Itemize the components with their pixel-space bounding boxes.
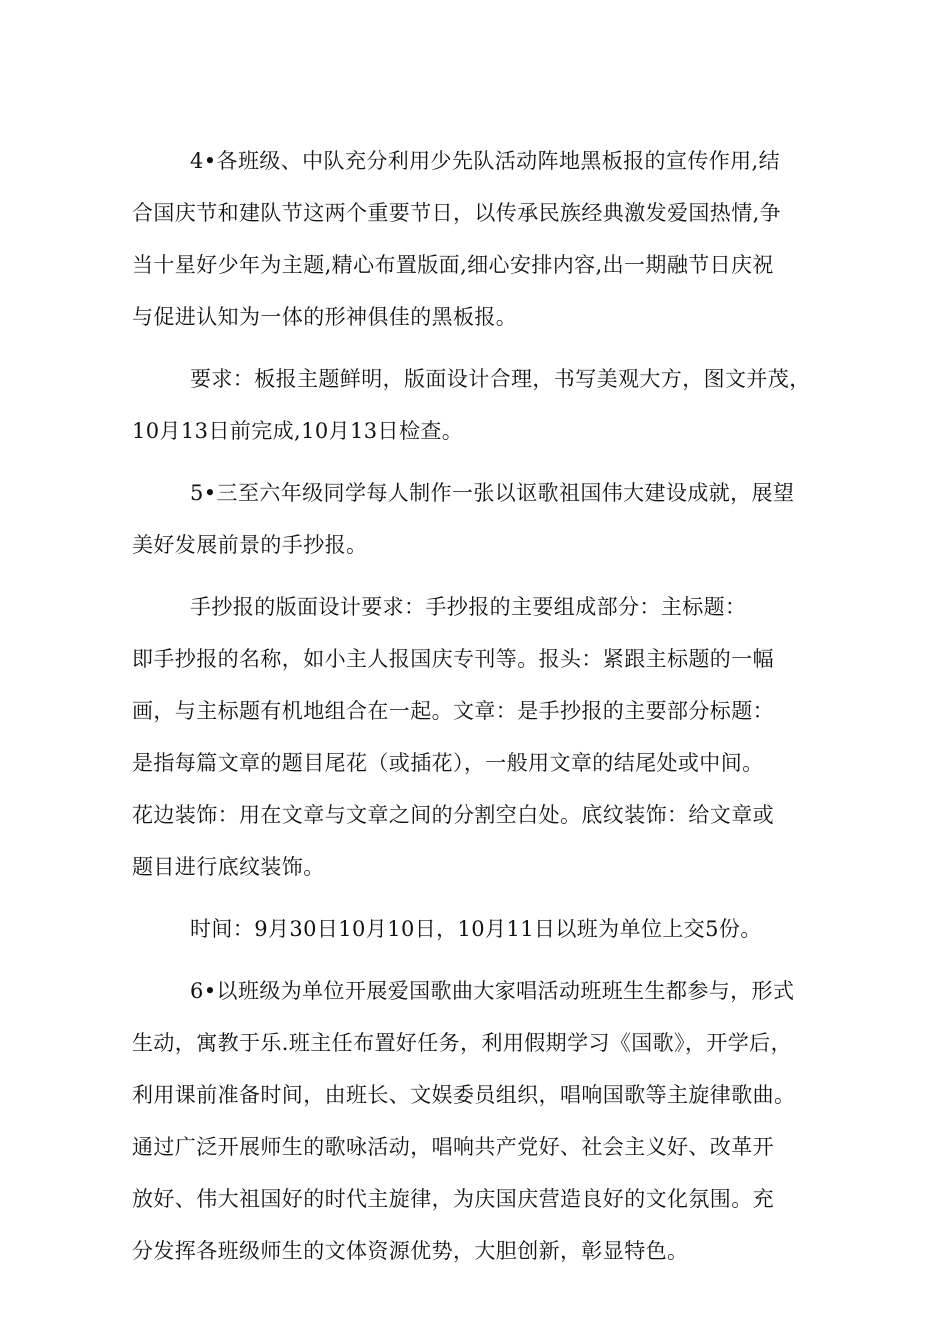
text-line: 画，与主标题有机地组合在一起。文章：是手抄报的主要部分标题： — [132, 699, 774, 723]
paragraph-item-6 — [132, 972, 832, 1270]
text-line: 美好发展前景的手抄报。 — [132, 533, 368, 557]
text-line: 与促进认知为一体的形神俱佳的黑板报。 — [132, 305, 518, 329]
paragraph-item-5 — [132, 474, 832, 564]
text-line: 利用课前准备时间，由班长、文娱委员组织，唱响国歌等主旋律歌曲。 — [132, 1083, 796, 1107]
text-line: 即手抄报的名称，如小主人报国庆专刊等。报头：紧跟主标题的一幅 — [132, 647, 774, 671]
text-line: 是指每篇文章的题目尾花（或插花），一般用文章的结尾处或中间。 — [132, 751, 764, 775]
text-line: 4•各班级、中队充分利用少先队活动阵地黑板报的宣传作用,结 — [190, 149, 781, 173]
paragraph-requirements — [132, 360, 832, 450]
text-line: 5•三至六年级同学每人制作一张以讴歌祖国伟大建设成就，展望 — [190, 481, 795, 505]
text-line: 合国庆节和建队节这两个重要节日，以传承民族经典激发爱国热情,争 — [132, 201, 782, 225]
paragraph-design-requirements — [132, 588, 832, 886]
paragraph-time — [132, 910, 832, 948]
document-body — [132, 142, 832, 1270]
text-line: 分发挥各班级师生的文体资源优势，大胆创新，彰显特色。 — [132, 1239, 689, 1263]
text-line: 通过广泛开展师生的歌咏活动，唱响共产党好、社会主义好、改革开 — [132, 1135, 774, 1159]
text-line: 题目进行底纹装饰。 — [132, 855, 325, 879]
text-line: 手抄报的版面设计要求：手抄报的主要组成部分：主标题： — [190, 595, 747, 619]
text-line: 6•以班级为单位开展爱国歌曲大家唱活动班班生生都参与，形式 — [190, 979, 795, 1003]
text-line: 生动，寓教于乐.班主任布置好任务，利用假期学习《国歌》，开学后， — [132, 1031, 792, 1055]
text-line: 当十星好少年为主题,精心布置版面,细心安排内容,出一期融节日庆祝 — [132, 253, 774, 277]
text-line: 10月13日前完成,10月13日检查。 — [132, 419, 464, 443]
text-line: 花边装饰：用在文章与文章之间的分割空白处。底纹装饰：给文章或 — [132, 803, 774, 827]
paragraph-item-4 — [132, 142, 832, 336]
text-line: 要求：板报主题鲜明，版面设计合理，书写美观大方，图文并茂， — [190, 367, 811, 391]
text-line: 放好、伟大祖国好的时代主旋律，为庆国庆营造良好的文化氛围。充 — [132, 1187, 774, 1211]
text-line: 时间：9月30日10月10日，10月11日以班为单位上交5份。 — [190, 917, 762, 941]
